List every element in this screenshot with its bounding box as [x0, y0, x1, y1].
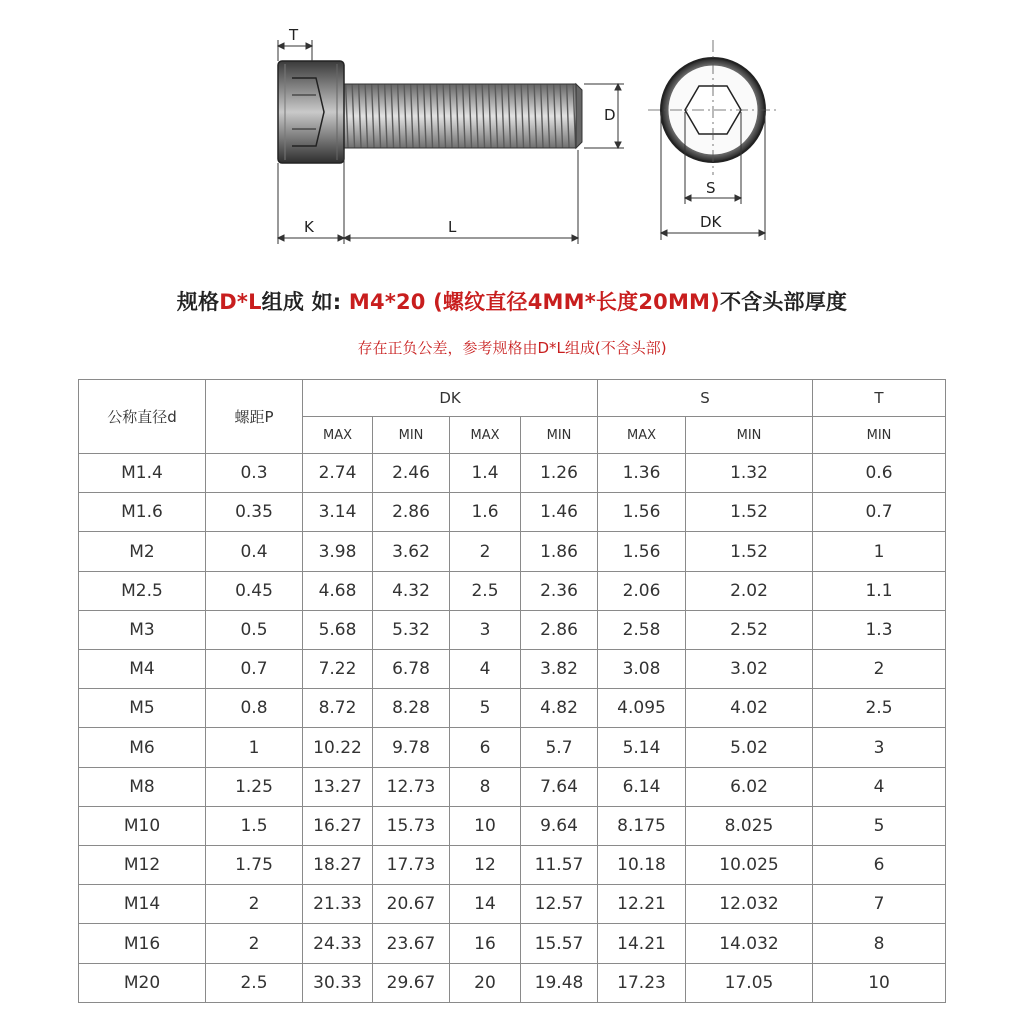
cell-pitch: 0.45 — [206, 571, 303, 610]
title-part-1: 规格 — [176, 290, 220, 314]
cell-dk-min-1: 2.46 — [373, 454, 450, 493]
cell-pitch: 0.3 — [206, 454, 303, 493]
cell-dk-max-1: 4.68 — [303, 571, 373, 610]
cell-s-min: 1.52 — [686, 532, 813, 571]
cell-s-max: 10.18 — [598, 846, 686, 885]
cell-s-max: 5.14 — [598, 728, 686, 767]
label-k: K — [304, 218, 314, 236]
cell-s-max: 1.56 — [598, 493, 686, 532]
table-row — [79, 728, 946, 767]
table-row — [79, 532, 946, 571]
title-part-3: 组成 如: — [261, 290, 349, 314]
cell-nominal-diameter: M8 — [79, 767, 206, 806]
cell-dk-min-1: 23.67 — [373, 924, 450, 963]
cell-s-max: 1.36 — [598, 454, 686, 493]
cell-dk-max-1: 24.33 — [303, 924, 373, 963]
cell-t-min: 5 — [813, 806, 946, 845]
table-row — [79, 846, 946, 885]
subheader-dk-max-2: MAX — [450, 417, 521, 454]
screw-end-view — [648, 40, 778, 175]
cell-dk-max-1: 13.27 — [303, 767, 373, 806]
cell-dk-max-2: 3 — [450, 610, 521, 649]
label-d: D — [604, 106, 616, 124]
header-nominal-diameter: 公称直径d — [79, 380, 206, 454]
cell-dk-min-2: 1.26 — [521, 454, 598, 493]
cell-s-max: 4.095 — [598, 689, 686, 728]
cell-dk-min-2: 9.64 — [521, 806, 598, 845]
table-row — [79, 571, 946, 610]
cell-nominal-diameter: M6 — [79, 728, 206, 767]
cell-nominal-diameter: M12 — [79, 846, 206, 885]
cell-dk-min-2: 19.48 — [521, 963, 598, 1002]
cell-dk-max-1: 2.74 — [303, 454, 373, 493]
cell-dk-min-2: 2.36 — [521, 571, 598, 610]
cell-dk-max-1: 10.22 — [303, 728, 373, 767]
cell-dk-max-2: 5 — [450, 689, 521, 728]
cell-pitch: 1.5 — [206, 806, 303, 845]
cell-dk-min-2: 4.82 — [521, 689, 598, 728]
cell-t-min: 2 — [813, 650, 946, 689]
screw-head — [278, 61, 344, 163]
title-part-2: D*L — [219, 290, 262, 314]
cell-t-min: 6 — [813, 846, 946, 885]
subheader-dk-max-1: MAX — [303, 417, 373, 454]
spec-table — [78, 379, 946, 1003]
subheader-dk-min-1: MIN — [373, 417, 450, 454]
table-row — [79, 650, 946, 689]
cell-nominal-diameter: M1.4 — [79, 454, 206, 493]
cell-dk-min-1: 8.28 — [373, 689, 450, 728]
screw-side-view — [278, 61, 582, 163]
cell-t-min: 0.7 — [813, 493, 946, 532]
cell-pitch: 0.7 — [206, 650, 303, 689]
cell-pitch: 1.25 — [206, 767, 303, 806]
cell-dk-max-2: 12 — [450, 846, 521, 885]
cell-dk-max-2: 20 — [450, 963, 521, 1002]
cell-t-min: 1 — [813, 532, 946, 571]
cell-s-max: 8.175 — [598, 806, 686, 845]
cell-nominal-diameter: M2 — [79, 532, 206, 571]
cell-nominal-diameter: M5 — [79, 689, 206, 728]
cell-dk-min-1: 29.67 — [373, 963, 450, 1002]
cell-s-min: 14.032 — [686, 924, 813, 963]
cell-s-min: 3.02 — [686, 650, 813, 689]
cell-dk-min-1: 3.62 — [373, 532, 450, 571]
cell-dk-max-2: 10 — [450, 806, 521, 845]
screw-dimension-diagram — [0, 0, 1024, 270]
table-row — [79, 806, 946, 845]
subheader-dk-min-2: MIN — [521, 417, 598, 454]
cell-t-min: 1.1 — [813, 571, 946, 610]
cell-dk-min-2: 3.82 — [521, 650, 598, 689]
header-dk: DK — [303, 380, 598, 417]
cell-pitch: 0.4 — [206, 532, 303, 571]
cell-s-min: 17.05 — [686, 963, 813, 1002]
spec-title — [0, 286, 1024, 316]
cell-dk-min-2: 11.57 — [521, 846, 598, 885]
cell-s-max: 2.58 — [598, 610, 686, 649]
cell-pitch: 1 — [206, 728, 303, 767]
cell-dk-max-1: 30.33 — [303, 963, 373, 1002]
subheader-t-min: MIN — [813, 417, 946, 454]
subheader-s-min: MIN — [686, 417, 813, 454]
label-dk: DK — [700, 213, 722, 231]
cell-dk-max-1: 3.14 — [303, 493, 373, 532]
cell-s-min: 8.025 — [686, 806, 813, 845]
header-s: S — [598, 380, 813, 417]
table-row — [79, 689, 946, 728]
cell-s-max: 1.56 — [598, 532, 686, 571]
cell-dk-min-1: 20.67 — [373, 885, 450, 924]
cell-s-min: 2.52 — [686, 610, 813, 649]
cell-dk-max-1: 16.27 — [303, 806, 373, 845]
label-t: T — [289, 26, 299, 44]
cell-dk-min-1: 15.73 — [373, 806, 450, 845]
cell-dk-min-2: 2.86 — [521, 610, 598, 649]
cell-s-max: 17.23 — [598, 963, 686, 1002]
cell-pitch: 2 — [206, 924, 303, 963]
cell-s-max: 2.06 — [598, 571, 686, 610]
cell-t-min: 0.6 — [813, 454, 946, 493]
cell-dk-max-1: 8.72 — [303, 689, 373, 728]
cell-nominal-diameter: M2.5 — [79, 571, 206, 610]
header-pitch: 螺距P — [206, 380, 303, 454]
cell-dk-min-1: 9.78 — [373, 728, 450, 767]
cell-nominal-diameter: M16 — [79, 924, 206, 963]
cell-s-min: 4.02 — [686, 689, 813, 728]
cell-dk-max-2: 4 — [450, 650, 521, 689]
cell-t-min: 7 — [813, 885, 946, 924]
cell-t-min: 2.5 — [813, 689, 946, 728]
cell-dk-max-1: 3.98 — [303, 532, 373, 571]
cell-dk-max-1: 5.68 — [303, 610, 373, 649]
cell-s-min: 6.02 — [686, 767, 813, 806]
table-row — [79, 885, 946, 924]
cell-dk-min-2: 5.7 — [521, 728, 598, 767]
dimension-k-l — [278, 150, 578, 244]
cell-dk-max-2: 1.6 — [450, 493, 521, 532]
spec-table-body — [79, 454, 946, 1003]
cell-s-min: 10.025 — [686, 846, 813, 885]
cell-dk-max-2: 16 — [450, 924, 521, 963]
cell-dk-max-2: 8 — [450, 767, 521, 806]
cell-t-min: 1.3 — [813, 610, 946, 649]
table-row — [79, 610, 946, 649]
cell-dk-min-1: 5.32 — [373, 610, 450, 649]
cell-s-min: 5.02 — [686, 728, 813, 767]
cell-dk-min-2: 12.57 — [521, 885, 598, 924]
cell-nominal-diameter: M14 — [79, 885, 206, 924]
cell-s-max: 6.14 — [598, 767, 686, 806]
screw-shank — [344, 84, 576, 148]
cell-dk-min-1: 2.86 — [373, 493, 450, 532]
cell-dk-max-1: 7.22 — [303, 650, 373, 689]
cell-s-min: 12.032 — [686, 885, 813, 924]
cell-dk-max-2: 1.4 — [450, 454, 521, 493]
table-row — [79, 963, 946, 1002]
cell-dk-min-1: 12.73 — [373, 767, 450, 806]
label-l: L — [448, 218, 457, 236]
cell-s-max: 14.21 — [598, 924, 686, 963]
cell-nominal-diameter: M10 — [79, 806, 206, 845]
cell-s-min: 1.52 — [686, 493, 813, 532]
title-part-4: M4*20 (螺纹直径4MM*长度20MM) — [348, 290, 720, 314]
cell-pitch: 1.75 — [206, 846, 303, 885]
cell-dk-max-2: 2.5 — [450, 571, 521, 610]
cell-t-min: 4 — [813, 767, 946, 806]
cell-dk-min-1: 6.78 — [373, 650, 450, 689]
table-row — [79, 454, 946, 493]
cell-dk-max-1: 21.33 — [303, 885, 373, 924]
cell-t-min: 10 — [813, 963, 946, 1002]
tolerance-note: 存在正负公差，参考规格由D*L组成(不含头部) — [357, 339, 667, 357]
cell-t-min: 3 — [813, 728, 946, 767]
cell-dk-max-1: 18.27 — [303, 846, 373, 885]
cell-pitch: 0.8 — [206, 689, 303, 728]
cell-dk-min-2: 15.57 — [521, 924, 598, 963]
table-row — [79, 924, 946, 963]
table-row — [79, 767, 946, 806]
cell-pitch: 2.5 — [206, 963, 303, 1002]
subheader-s-max: MAX — [598, 417, 686, 454]
cell-s-max: 3.08 — [598, 650, 686, 689]
cell-dk-max-2: 14 — [450, 885, 521, 924]
cell-pitch: 0.35 — [206, 493, 303, 532]
cell-t-min: 8 — [813, 924, 946, 963]
cell-s-min: 1.32 — [686, 454, 813, 493]
cell-nominal-diameter: M4 — [79, 650, 206, 689]
cell-dk-min-2: 1.86 — [521, 532, 598, 571]
cell-dk-max-2: 6 — [450, 728, 521, 767]
header-t: T — [813, 380, 946, 417]
cell-nominal-diameter: M3 — [79, 610, 206, 649]
cell-dk-min-2: 1.46 — [521, 493, 598, 532]
cell-nominal-diameter: M1.6 — [79, 493, 206, 532]
cell-s-min: 2.02 — [686, 571, 813, 610]
cell-pitch: 2 — [206, 885, 303, 924]
cell-nominal-diameter: M20 — [79, 963, 206, 1002]
table-row — [79, 493, 946, 532]
title-part-5: 不含头部厚度 — [719, 290, 848, 314]
cell-dk-max-2: 2 — [450, 532, 521, 571]
cell-dk-min-2: 7.64 — [521, 767, 598, 806]
cell-dk-min-1: 17.73 — [373, 846, 450, 885]
label-s: S — [706, 179, 716, 197]
cell-pitch: 0.5 — [206, 610, 303, 649]
cell-s-max: 12.21 — [598, 885, 686, 924]
cell-dk-min-1: 4.32 — [373, 571, 450, 610]
